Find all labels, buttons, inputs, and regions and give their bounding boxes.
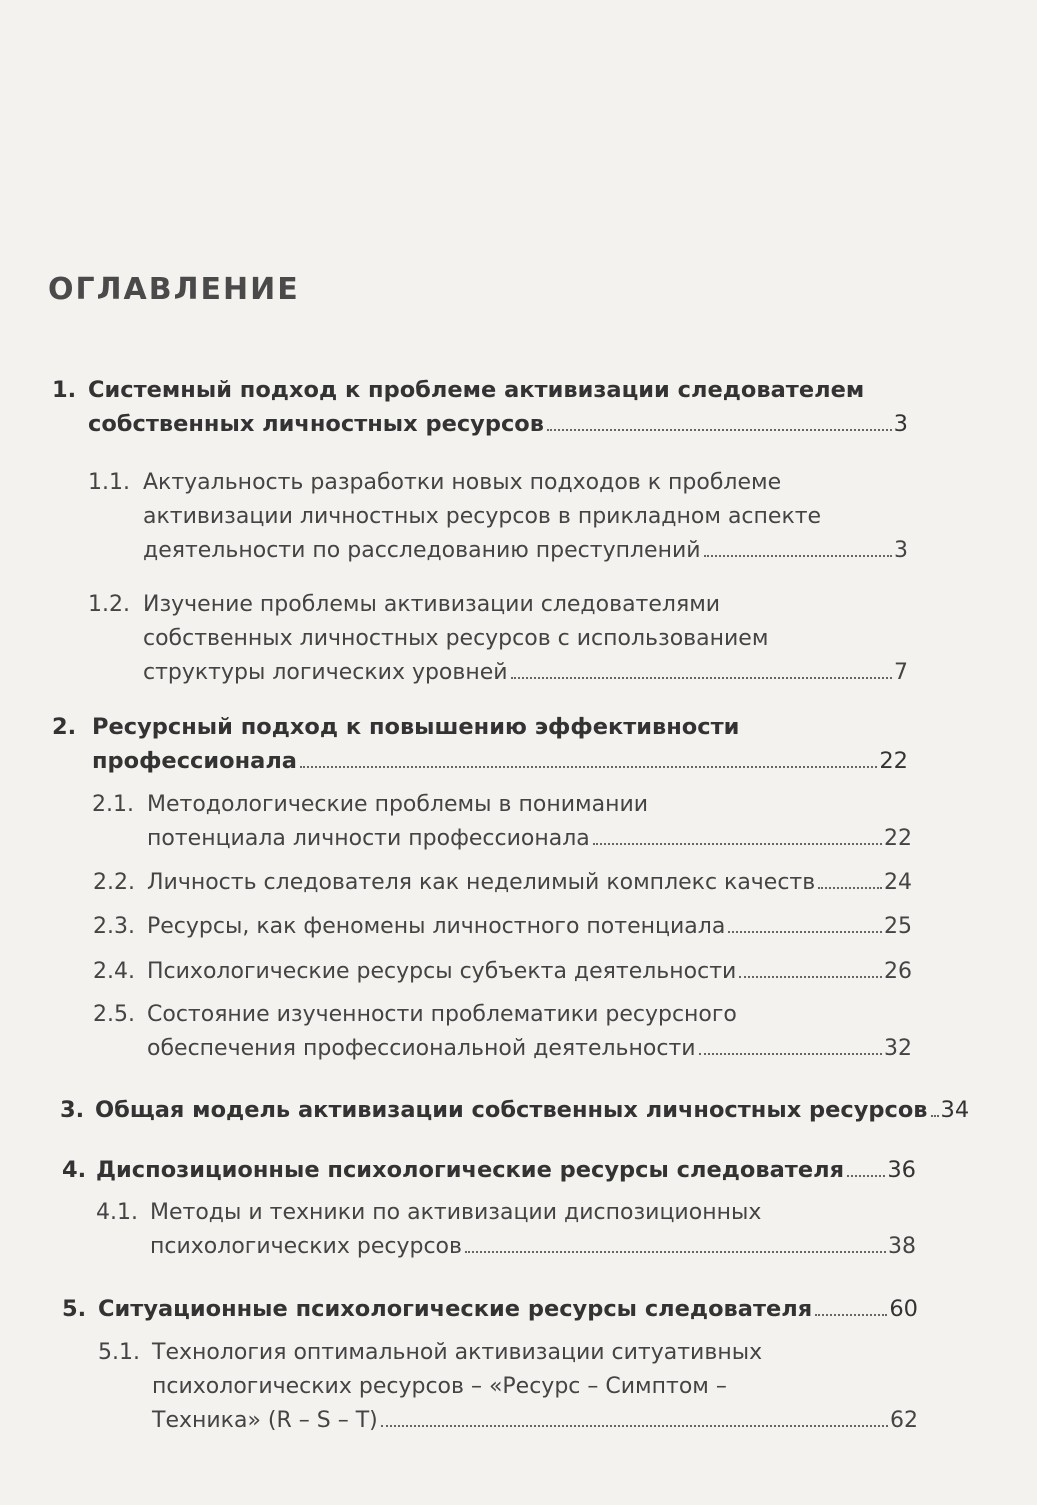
dot-leader (381, 1425, 888, 1427)
toc-entry-text: Психологические ресурсы субъекта деятельности (147, 959, 737, 984)
dot-leader (699, 1053, 882, 1055)
toc-entry-number: 5. (62, 1296, 87, 1322)
toc-chapter (60, 1093, 970, 1127)
toc-entry-number: 5.1. (98, 1340, 140, 1365)
dot-leader (728, 931, 882, 933)
toc-entry-text: профессионала (92, 748, 297, 774)
toc-page-number: 34 (940, 1097, 970, 1123)
dot-leader (847, 1175, 885, 1177)
toc-page-number: 36 (887, 1157, 916, 1183)
toc-section (93, 910, 912, 944)
toc-entry-number: 1.2. (88, 592, 130, 617)
toc-entry-text: собственных личностных ресурсов с использованием (143, 626, 769, 651)
toc-entry-text: активизации личностных ресурсов в прикладном аспекте (143, 504, 822, 529)
toc-section (96, 1196, 916, 1264)
toc-page-number: 24 (884, 870, 912, 895)
toc-entry-number: 1.1. (88, 470, 130, 495)
toc-page-number: 25 (884, 914, 912, 939)
toc-entry-number: 4. (62, 1157, 87, 1183)
dot-leader (931, 1115, 939, 1117)
toc-section (88, 466, 908, 568)
toc-entry-number: 2.3. (93, 914, 135, 939)
dot-leader (704, 555, 892, 557)
dot-leader (818, 887, 882, 889)
toc-chapter (62, 1153, 916, 1187)
toc-page-number: 22 (879, 748, 908, 774)
toc-entry-text: структуры логических уровней (143, 660, 508, 685)
toc-entry-text: психологических ресурсов (150, 1234, 462, 1259)
toc-entry-text: Диспозиционные психологические ресурсы следователя (96, 1157, 845, 1183)
toc-entry-number: 2.2. (93, 870, 135, 895)
toc-page-number: 3 (894, 538, 908, 563)
toc-entry-text: Технология оптимальной активизации ситуативных (152, 1340, 763, 1365)
toc-section (93, 866, 912, 900)
dot-leader (465, 1251, 886, 1253)
toc-section (93, 955, 912, 989)
toc-entry-text: Ресурсный подход к повышению эффективности (92, 714, 740, 740)
toc-section (88, 588, 908, 690)
toc-chapter (52, 373, 908, 441)
toc-entry-number: 2. (52, 714, 77, 740)
toc-entry-text: собственных личностных ресурсов (88, 411, 544, 437)
toc-entry-number: 1. (52, 377, 77, 403)
toc-entry-text: Изучение проблемы активизации следователями (143, 592, 721, 617)
toc-title: ОГЛАВЛЕНИЕ (48, 272, 300, 307)
dot-leader (593, 843, 882, 845)
toc-chapter (62, 1292, 918, 1326)
toc-page-number: 38 (888, 1234, 916, 1259)
toc-entry-text: Ситуационные психологические ресурсы следователя (98, 1296, 813, 1322)
dot-leader (547, 429, 892, 431)
toc-page-number: 3 (893, 411, 908, 437)
toc-page-number: 60 (889, 1296, 918, 1322)
toc-entry-text: Состояние изученности проблематики ресурсного (147, 1002, 737, 1027)
toc-entry-number: 4.1. (96, 1200, 138, 1225)
toc-section (93, 998, 912, 1066)
toc-chapter (52, 710, 908, 778)
toc-page-number: 22 (884, 826, 912, 851)
toc-entry-text: потенциала личности профессионала (147, 826, 590, 851)
toc-page-number: 32 (884, 1036, 912, 1061)
dot-leader (300, 766, 877, 768)
toc-entry-text: Общая модель активизации собственных личностных ресурсов (95, 1097, 928, 1123)
toc-entry-number: 2.5. (93, 1002, 135, 1027)
toc-entry-text: Актуальность разработки новых подходов к проблеме (143, 470, 782, 495)
dot-leader (815, 1314, 887, 1316)
toc-entry-text: Системный подход к проблеме активизации следователем (88, 377, 865, 403)
toc-entry-text: Ресурсы, как феномены личностного потенциала (147, 914, 726, 939)
toc-entry-text: деятельности по расследованию преступлений (143, 538, 701, 563)
toc-entry-text: Методологические проблемы в понимании (147, 792, 649, 817)
toc-entry-text: Методы и техники по активизации диспозиционных (150, 1200, 762, 1225)
toc-page-number: 62 (890, 1408, 918, 1433)
toc-page-number: 26 (884, 959, 912, 984)
toc-section (98, 1336, 918, 1438)
toc-section (92, 788, 912, 856)
dot-leader (739, 976, 882, 978)
toc-entry-number: 3. (60, 1097, 85, 1123)
toc-entry-text: Личность следователя как неделимый комплекс качеств (147, 870, 816, 895)
toc-entry-number: 2.1. (92, 792, 134, 817)
toc-page-number: 7 (894, 660, 908, 685)
toc-entry-text: психологических ресурсов – «Ресурс – Симптом – (152, 1374, 727, 1399)
toc-entry-text: Техника» (R – S – T) (152, 1408, 378, 1433)
toc-entry-number: 2.4. (93, 959, 135, 984)
dot-leader (511, 677, 892, 679)
toc-entry-text: обеспечения профессиональной деятельности (147, 1036, 696, 1061)
